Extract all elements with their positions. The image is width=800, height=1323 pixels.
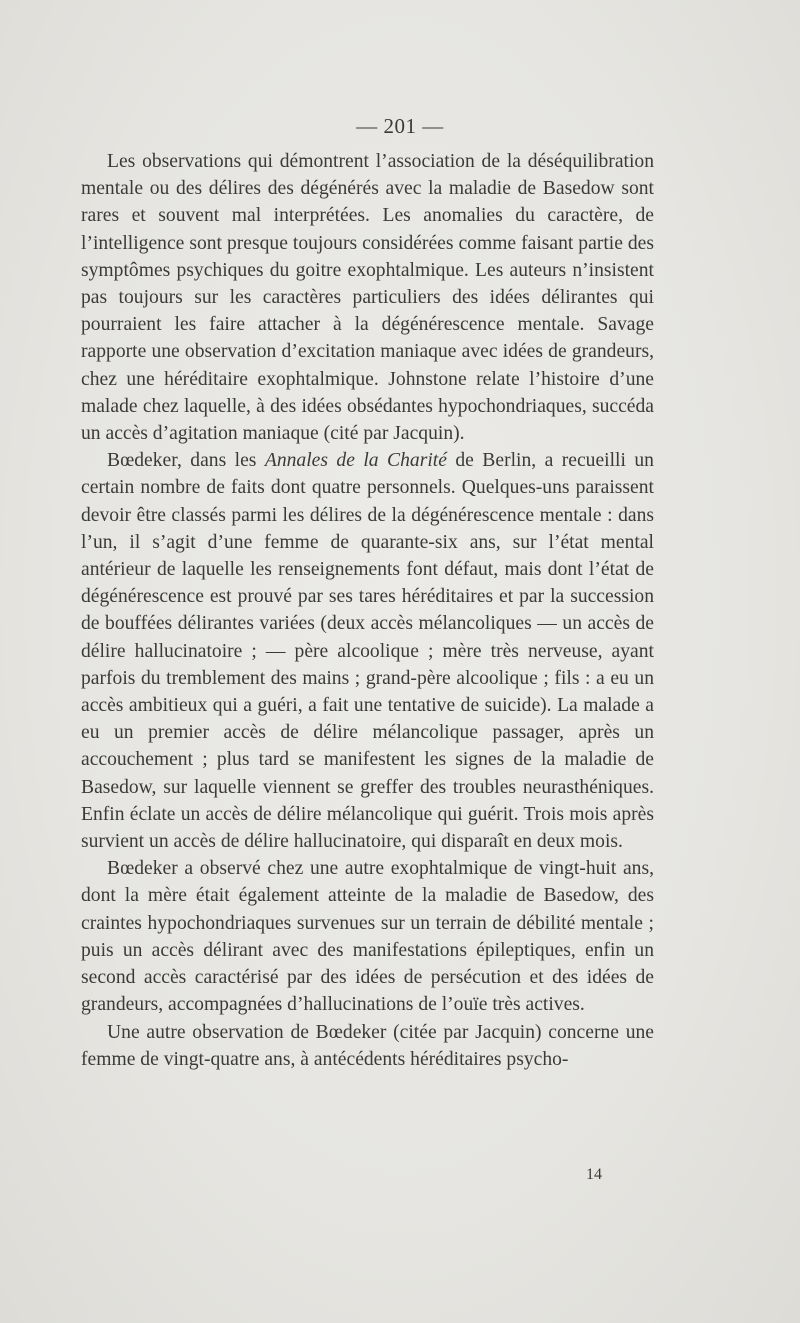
signature-mark: 14	[586, 1166, 602, 1183]
paragraph-3	[81, 855, 654, 1018]
body-text	[81, 148, 654, 1073]
paragraph-1-text: Les observations qui démontrent l’association de la déséquilibration mentale ou des délires des dégénérés avec la maladie de Basedow sont rares et souvent mal interprétées. Les anomalies du caractère, de l’intelligence sont presque toujours considérées comme faisant partie des symptômes psychiques du goitre exophtalmique. Les auteurs n’insistent pas toujours sur les caractères particuliers des idées délirantes qui pourraient les faire attacher à la dégénérescence mentale. Savage rapporte une observation d’excitation maniaque avec idées de grandeurs, chez une héréditaire exophtalmique. Johnstone relate l’histoire d’une malade chez laquelle, à des idées obsédantes hypochondriaques, succéda un accès d’agitation maniaque (cité par Jacquin).	[81, 151, 654, 445]
paragraph-2-text-start: Bœdeker, dans les	[107, 450, 265, 472]
journal-title: Annales de la Charité	[264, 450, 447, 472]
paragraph-2-text-end: de Berlin, a recueilli un certain nombre de faits dont quatre personnels. Quelques-uns paraissent devoir être classés parmi les délires de la dégénérescence mentale : dans l’un, il s’agit d’une femme de quarante-six ans, sur l’état mental antérieur de laquelle les renseignements font défaut, mais dont l’état de dégénérescence est prouvé par ses tares héréditaires et par la succession de bouffées délirantes variées (deux accès mélancoliques — un accès de délire hallucinatoire ; — père alcoolique ; mère très nerveuse, ayant parfois du tremblement des mains ; grand-père alcoolique ; fils : a eu un accès ambitieux qui a guéri, a fait une tentative de suicide). La malade a eu un premier accès de délire mélancolique passager, après un accouchement ; plus tard se manifestent les signes de la maladie de Basedow, sur laquelle viennent se greffer des troubles neurasthéniques. Enfin éclate un accès de délire mélancolique qui guérit. Trois mois après survient un accès de délire hallucinatoire, qui disparaît en deux mois.	[81, 450, 654, 853]
paragraph-4-text: Une autre observation de Bœdeker (citée par Jacquin) concerne une femme de vingt-quatre ans, à antécédents héréditaires psycho-	[81, 1021, 654, 1070]
paragraph-4	[81, 1019, 654, 1073]
page-number: — 201 —	[356, 114, 444, 138]
paragraph-1	[81, 148, 654, 447]
paragraph-2	[81, 447, 654, 855]
paragraph-3-text: Bœdeker a observé chez une autre exophtalmique de vingt-huit ans, dont la mère était également atteinte de la maladie de Basedow, des craintes hypochondriaques survenues sur un terrain de débilité mentale ; puis un accès délirant avec des manifestations épileptiques, enfin un second accès caractérisé par des idées de persécution et des idées de grandeurs, accompagnées d’hallucinations de l’ouïe très actives.	[81, 858, 654, 1016]
